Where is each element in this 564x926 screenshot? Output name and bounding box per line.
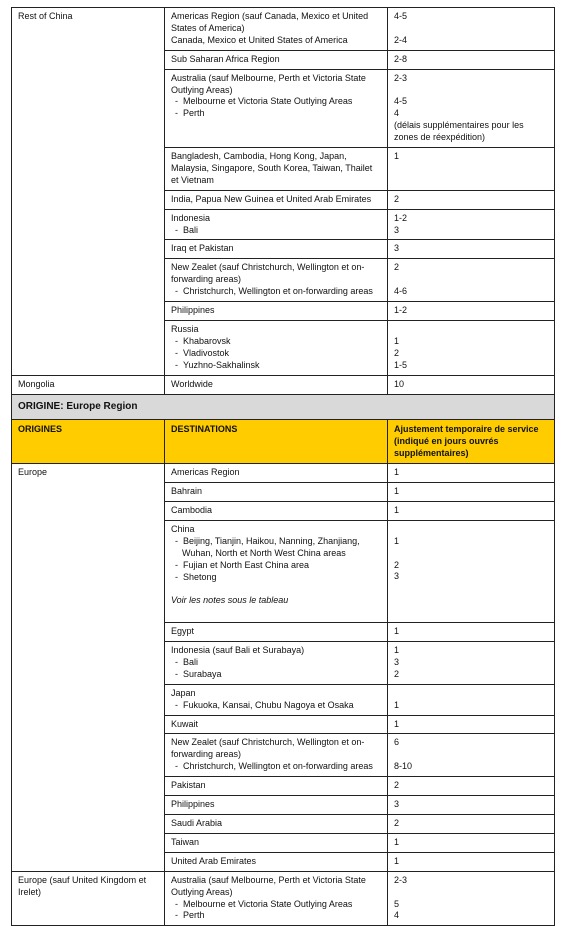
cell-line: Worldwide <box>171 378 213 389</box>
cell-line: Americas Region (sauf Canada, Mexico et United States of America) <box>171 11 369 33</box>
destination-cell <box>165 520 388 622</box>
adjustment-cell <box>388 302 555 321</box>
cell-line: 4 <box>394 108 400 119</box>
sub-item: - Shetong <box>171 572 381 584</box>
spacer <box>394 85 548 97</box>
cell-line: Pakistan <box>171 780 206 791</box>
sub-item: - Bali <box>171 225 381 237</box>
spacer <box>394 887 548 899</box>
table-row <box>12 464 555 483</box>
cell-line: 2 <box>394 780 400 791</box>
destination-cell <box>165 852 388 871</box>
adjustment-cell <box>388 148 555 191</box>
sub-item: - Fujian et North East China area <box>171 560 381 572</box>
adjustment-cell <box>388 777 555 796</box>
cell-line: 3 <box>394 656 400 667</box>
adjustment-cell <box>388 464 555 483</box>
destination-cell <box>165 833 388 852</box>
destination-cell <box>165 69 388 147</box>
origin-cell: Rest of China <box>12 8 165 376</box>
destination-cell <box>165 734 388 777</box>
cell-line: Americas Region <box>171 467 240 478</box>
cell-line: 2 <box>394 193 400 204</box>
cell-line: Philippines <box>171 305 215 316</box>
cell-line: Bangladesh, Cambodia, Hong Kong, Japan, Malaysia, Singapore, South Korea, Taiwan, Thailet et Vietnam <box>171 151 373 185</box>
cell-line: 1 <box>394 467 400 478</box>
sub-item: - Khabarovsk <box>171 336 381 348</box>
sub-item: - Christchurch, Wellington et on-forwarding areas <box>171 761 381 773</box>
column-header-origins: ORIGINES <box>12 420 165 464</box>
cell-line: 2 <box>394 559 400 570</box>
adjustment-cell <box>388 501 555 520</box>
adjustment-cell <box>388 8 555 51</box>
destination-cell <box>165 375 388 394</box>
cell-line: 1 <box>394 855 400 866</box>
cell-line: United Arab Emirates <box>171 855 257 866</box>
adjustment-cell <box>388 483 555 502</box>
cell-line: Cambodia <box>171 504 213 515</box>
destination-cell <box>165 642 388 685</box>
adjustment-cell <box>388 852 555 871</box>
cell-line: 1 <box>394 836 400 847</box>
cell-line: 1 <box>394 699 400 710</box>
cell-line: 10 <box>394 378 405 389</box>
sub-item: - Bali <box>171 657 381 669</box>
column-header-row <box>12 420 555 464</box>
sub-item: - Yuzhno-Sakhalinsk <box>171 360 381 372</box>
cell-line: India, Papua New Guinea et United Arab Emirates <box>171 193 372 204</box>
cell-line: Japan <box>171 687 196 698</box>
origin-cell: Mongolia <box>12 375 165 394</box>
spacer <box>394 324 548 336</box>
destination-cell <box>165 50 388 69</box>
destination-cell <box>165 623 388 642</box>
cell-line: 1 <box>394 718 400 729</box>
cell-line: New Zealet (sauf Christchurch, Wellington et on-forwarding areas) <box>171 737 365 760</box>
cell-line: 3 <box>394 799 400 810</box>
table-row <box>12 8 555 51</box>
cell-line: 4 <box>394 910 400 921</box>
adjustment-cell <box>388 50 555 69</box>
cell-line: 2-8 <box>394 53 408 64</box>
cell-line: Iraq et Pakistan <box>171 243 234 254</box>
cell-line: 1-2 <box>394 212 408 223</box>
sub-item: - Perth <box>171 910 381 922</box>
cell-line: 1 <box>394 504 400 515</box>
adjustment-cell <box>388 796 555 815</box>
column-header-destinations: DESTINATIONS <box>165 420 388 464</box>
cell-line: 3 <box>394 571 400 582</box>
adjustment-cell <box>388 190 555 209</box>
adjustment-cell <box>388 209 555 240</box>
destination-cell <box>165 715 388 734</box>
destination-cell <box>165 777 388 796</box>
sub-item: - Melbourne et Victoria State Outlying Areas <box>171 899 381 911</box>
cell-line: Bahrain <box>171 486 203 497</box>
adjustment-cell <box>388 69 555 147</box>
section-header-row <box>12 394 555 420</box>
cell-line: 2 <box>394 262 400 273</box>
origin-cell: Europe <box>12 464 165 872</box>
destination-cell <box>165 796 388 815</box>
adjustment-cell <box>388 520 555 622</box>
cell-line: Taiwan <box>171 836 200 847</box>
sub-item: - Fukuoka, Kansai, Chubu Nagoya et Osaka <box>171 700 381 712</box>
destination-cell <box>165 464 388 483</box>
cell-line: 8-10 <box>394 761 413 772</box>
adjustment-cell <box>388 684 555 715</box>
destination-cell <box>165 240 388 259</box>
cell-line: (délais supplémentaires pour les zones de réexpédition) <box>394 120 524 143</box>
spacer <box>394 688 548 700</box>
cell-line: 1-2 <box>394 305 408 316</box>
adjustment-cell <box>388 715 555 734</box>
cell-line: 2-3 <box>394 874 408 885</box>
cell-line: 3 <box>394 224 400 235</box>
cell-line: 3 <box>394 243 400 254</box>
cell-line: Australia (sauf Melbourne, Perth et Victoria State Outlying Areas) <box>171 874 366 897</box>
origin-cell: Europe (sauf United Kingdom et Irelet) <box>12 871 165 926</box>
adjustment-cell <box>388 623 555 642</box>
destination-cell <box>165 148 388 191</box>
destination-cell <box>165 501 388 520</box>
sub-item: - Beijing, Tianjin, Haikou, Nanning, Zhanjiang, Wuhan, North et North West China areas <box>171 536 381 560</box>
adjustment-cell <box>388 642 555 685</box>
cell-line: 6 <box>394 737 400 748</box>
cell-line: 1 <box>394 486 400 497</box>
table-row <box>12 871 555 926</box>
spacer <box>394 274 548 286</box>
cell-line: Indonesia (sauf Bali et Surabaya) <box>171 645 305 656</box>
spacer <box>394 548 548 560</box>
cell-line: 4-5 <box>394 11 408 21</box>
adjustment-cell <box>388 833 555 852</box>
spacer <box>171 607 381 619</box>
note-text: Voir les notes sous le tableau <box>171 595 289 606</box>
column-header-adjustment: Ajustement temporaire de service (indiqué en jours ouvrés supplémentaires) <box>388 420 555 464</box>
adjustment-cell <box>388 259 555 302</box>
adjustment-cell <box>388 321 555 376</box>
destination-cell <box>165 259 388 302</box>
sub-item: - Vladivostok <box>171 348 381 360</box>
cell-line: 1 <box>394 645 400 656</box>
destination-cell <box>165 871 388 926</box>
destination-cell <box>165 190 388 209</box>
cell-line: Saudi Arabia <box>171 817 223 828</box>
cell-line: 2-4 <box>394 34 408 45</box>
transit-adjustment-table <box>11 7 555 926</box>
cell-line: Philippines <box>171 799 215 810</box>
adjustment-cell <box>388 375 555 394</box>
spacer <box>394 749 548 761</box>
destination-cell <box>165 684 388 715</box>
adjustment-cell <box>388 734 555 777</box>
cell-line: 4-5 <box>394 96 408 107</box>
spacer <box>394 23 548 35</box>
sub-item: - Surabaya <box>171 669 381 681</box>
cell-line: Australia (sauf Melbourne, Perth et Victoria State Outlying Areas) <box>171 72 366 95</box>
destination-cell <box>165 209 388 240</box>
cell-line: 1 <box>394 151 400 162</box>
destination-cell <box>165 321 388 376</box>
sub-item: - Perth <box>171 108 381 120</box>
sub-item: - Melbourne et Victoria State Outlying Areas <box>171 96 381 108</box>
cell-line: 1-5 <box>394 359 408 370</box>
destination-cell <box>165 483 388 502</box>
cell-line: Sub Saharan Africa Region <box>171 53 280 64</box>
cell-line: 4-6 <box>394 286 408 297</box>
cell-line: New Zealet (sauf Christchurch, Wellington et on-forwarding areas) <box>171 262 365 285</box>
cell-line: 1 <box>394 335 400 346</box>
adjustment-cell <box>388 871 555 926</box>
cell-line: 2-3 <box>394 72 408 83</box>
cell-line: 2 <box>394 817 400 828</box>
cell-line: 5 <box>394 898 400 909</box>
sub-item: - Christchurch, Wellington et on-forwarding areas <box>171 286 381 298</box>
spacer <box>171 583 381 595</box>
cell-line: Kuwait <box>171 718 199 729</box>
cell-line: 1 <box>394 535 400 546</box>
cell-line: China <box>171 523 195 534</box>
spacer <box>394 524 548 536</box>
cell-line: 1 <box>394 626 400 637</box>
adjustment-cell <box>388 814 555 833</box>
destination-cell <box>165 302 388 321</box>
cell-line: Russia <box>171 324 199 335</box>
cell-line: Egypt <box>171 626 195 637</box>
cell-line: Canada, Mexico et United States of America <box>171 34 348 45</box>
cell-line: 2 <box>394 347 400 358</box>
destination-cell <box>165 8 388 51</box>
table-row <box>12 375 555 394</box>
cell-line: 2 <box>394 668 400 679</box>
destination-cell <box>165 814 388 833</box>
section-title: ORIGINE: Europe Region <box>12 394 555 420</box>
cell-line: Indonesia <box>171 212 211 223</box>
adjustment-cell <box>388 240 555 259</box>
